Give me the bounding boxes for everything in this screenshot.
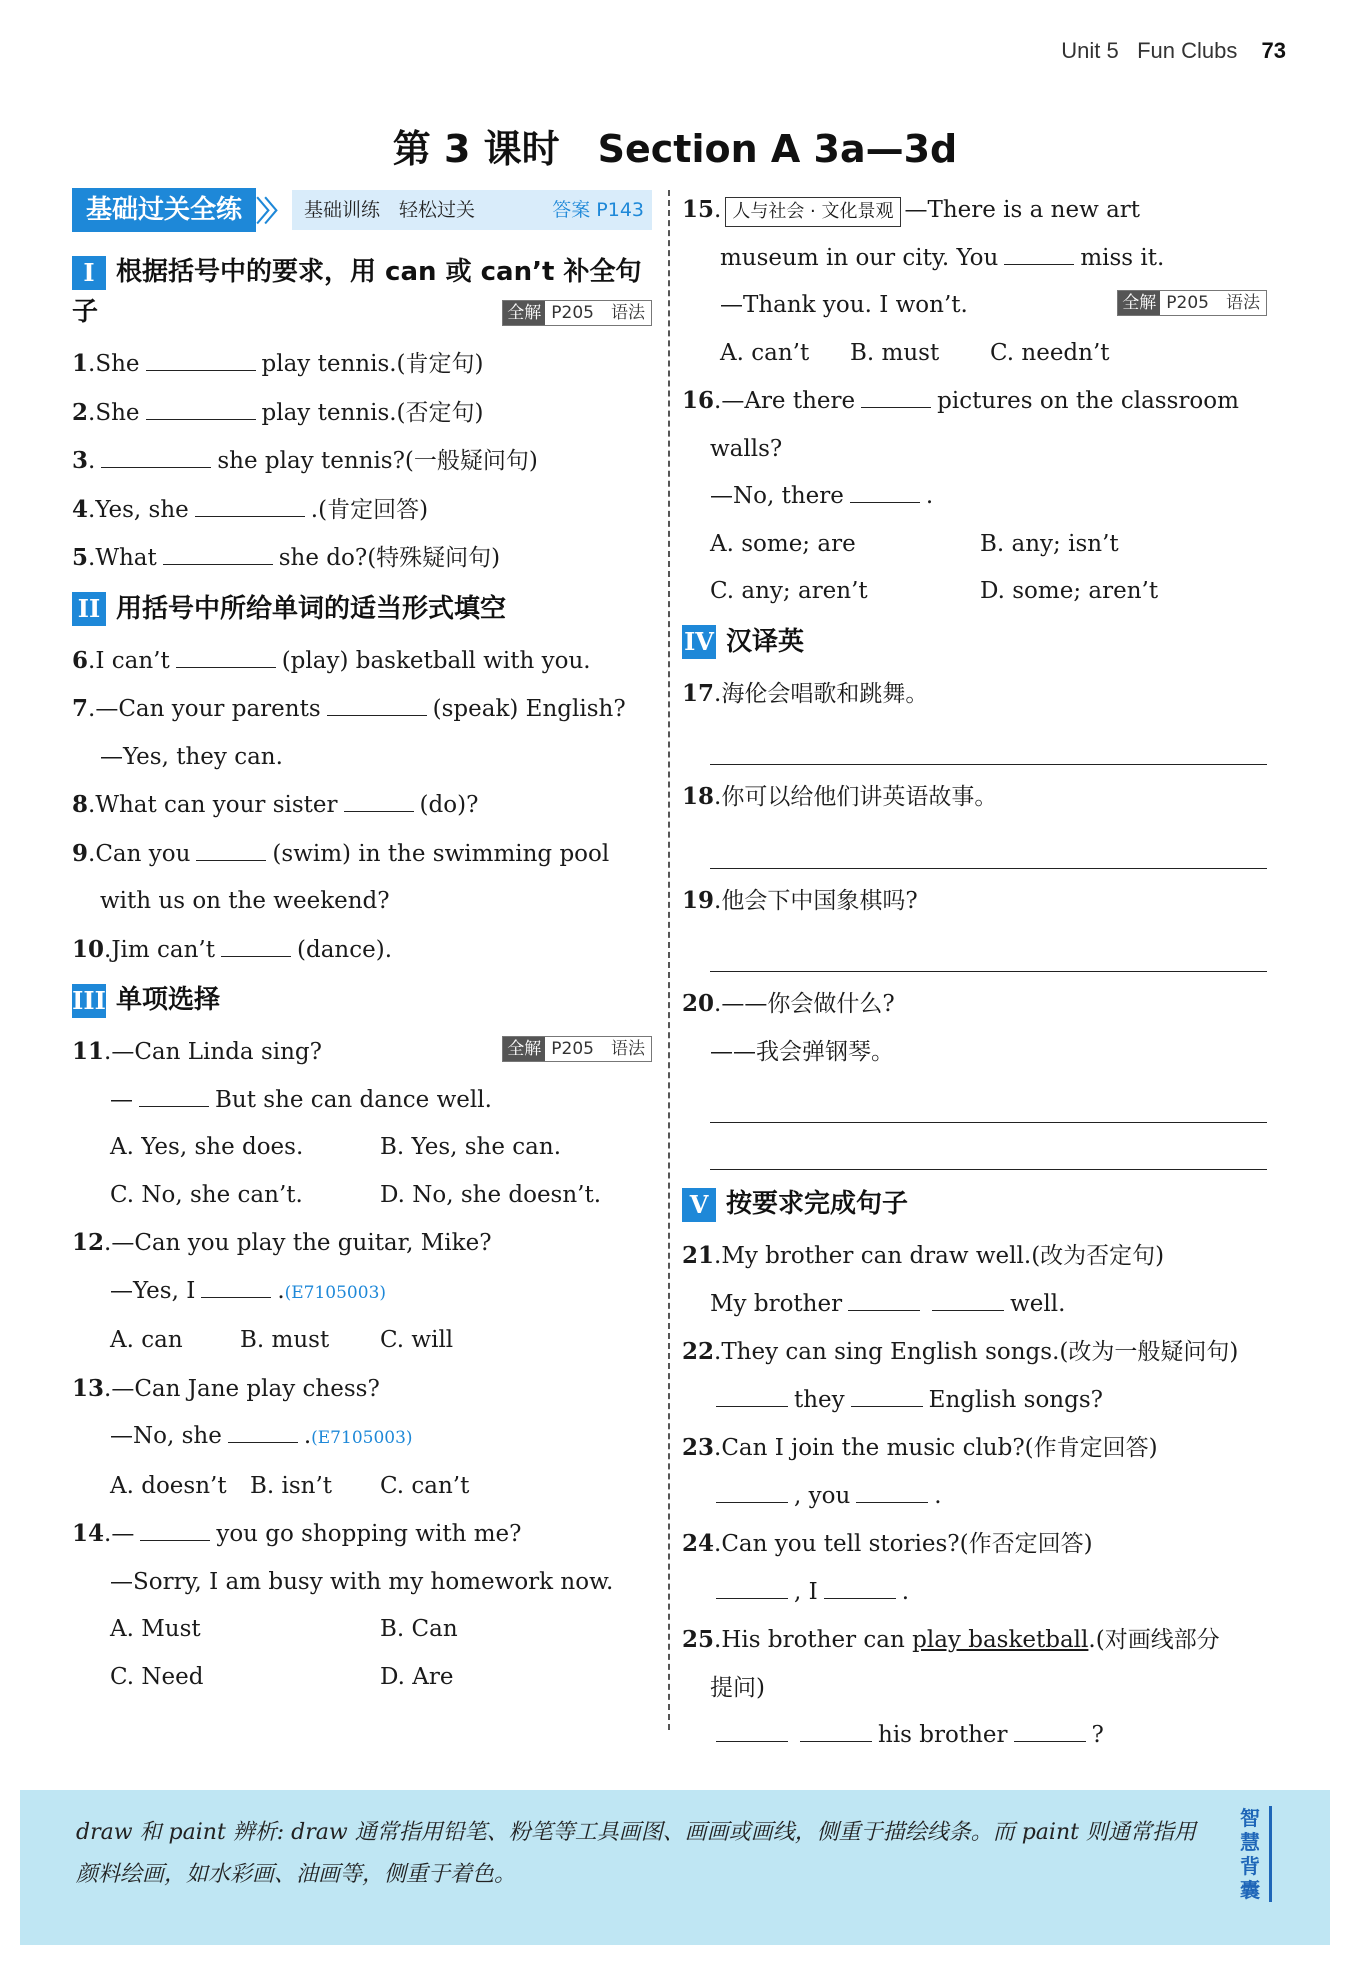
- question-15-reply: —Thank you. I won’t. 全解 P205 语法: [682, 282, 1267, 330]
- section-number: V: [682, 1188, 716, 1222]
- question-16-cont: walls?: [710, 435, 783, 462]
- question-11-options-b: [72, 1172, 652, 1220]
- answer-blank[interactable]: [176, 641, 276, 668]
- question-2: 2.She play tennis.(否定句): [72, 389, 652, 438]
- left-column: [72, 186, 652, 1701]
- option-a[interactable]: A. Must: [110, 1616, 201, 1642]
- tip-text: draw 和 paint 辨析: draw 通常指用铅笔、粉笔等工具画图、画画或画线，侧重于描绘线条。而 paint 则通常指用颜料绘画，如水彩画、油画等，侧重于着色。: [76, 1820, 1196, 1887]
- section-title: 用括号中所给单词的适当形式填空: [116, 593, 507, 624]
- option-c[interactable]: C. any; aren’t: [710, 578, 868, 604]
- answer-blank[interactable]: [850, 476, 920, 503]
- question-19: 19.他会下中国象棋吗?: [682, 886, 918, 914]
- column-divider: [668, 190, 670, 1730]
- answer-blank[interactable]: [221, 930, 291, 957]
- option-d[interactable]: D. some; aren’t: [980, 578, 1159, 604]
- answer-blank[interactable]: [848, 1284, 920, 1311]
- option-b[interactable]: B. Yes, she can.: [380, 1134, 562, 1160]
- answer-line[interactable]: [710, 718, 1267, 765]
- right-column: [682, 186, 1267, 1760]
- tip-side-label: 智慧背囊: [1235, 1806, 1272, 1902]
- option-a[interactable]: A. can’t: [720, 339, 810, 366]
- section-heading-3: [72, 980, 652, 1020]
- option-b[interactable]: B. must: [240, 1327, 330, 1353]
- section-heading-5: [682, 1184, 1267, 1224]
- section-banner: [72, 186, 652, 234]
- question-23-answer: , you .: [682, 1473, 1267, 1521]
- question-18: 18.你可以给他们讲英语故事。: [682, 783, 998, 810]
- question-24: 24.Can you tell stories?(作否定回答): [682, 1530, 1093, 1557]
- option-c[interactable]: C. can’t: [380, 1472, 470, 1499]
- section-title: 单项选择: [116, 985, 221, 1015]
- section-heading-1: [72, 252, 652, 332]
- page-number: 73: [1261, 38, 1286, 63]
- answer-blank[interactable]: [716, 1476, 788, 1503]
- section-number: II: [72, 592, 106, 626]
- answer-blank[interactable]: [146, 344, 256, 371]
- answer-blank[interactable]: [856, 1476, 928, 1503]
- answer-blank[interactable]: [228, 1416, 298, 1443]
- answer-blank[interactable]: [716, 1715, 788, 1742]
- reference-tag: 全解 P205 语法: [502, 1036, 652, 1062]
- answer-line[interactable]: [710, 1123, 1267, 1170]
- question-7: 7.—Can your parents (speak) English?: [72, 685, 652, 734]
- option-a[interactable]: A. some; are: [710, 530, 856, 557]
- question-code: (E7105003): [311, 1428, 413, 1448]
- section-number: IV: [682, 625, 716, 659]
- question-23: 23.Can I join the music club?(作肯定回答): [682, 1434, 1158, 1461]
- question-22-answer: they English songs?: [682, 1377, 1267, 1425]
- answer-blank[interactable]: [851, 1380, 923, 1407]
- question-20: 20.——你会做什么?: [682, 990, 895, 1017]
- question-11: 11.—Can Linda sing? 全解 P205 语法: [72, 1028, 652, 1077]
- lesson-title: 第 3 课时 Section A 3a—3d: [392, 127, 958, 171]
- question-11-options-a: [72, 1124, 652, 1172]
- question-3: 3. she play tennis?(一般疑问句): [72, 437, 652, 486]
- question-12-options: [72, 1317, 652, 1365]
- reference-tag: 全解 P205 语法: [502, 300, 652, 326]
- section-title: 按要求完成句子: [726, 1189, 909, 1219]
- section-heading-4: [682, 622, 1267, 662]
- unit-title: Fun Clubs: [1137, 38, 1238, 63]
- answer-line[interactable]: [710, 822, 1267, 869]
- question-24-answer: , I .: [682, 1569, 1267, 1617]
- question-9: 9.Can you (swim) in the swimming pool: [72, 830, 652, 879]
- answer-blank[interactable]: [327, 689, 427, 716]
- answer-blank[interactable]: [1014, 1715, 1086, 1742]
- answer-blank[interactable]: [139, 1080, 209, 1107]
- option-a[interactable]: A. can: [110, 1327, 183, 1353]
- question-17: 17.海伦会唱歌和跳舞。: [682, 679, 929, 707]
- answer-blank[interactable]: [196, 834, 266, 861]
- chevron-icon: 〉〉: [256, 195, 287, 228]
- answer-line[interactable]: [710, 925, 1267, 972]
- option-b[interactable]: B. any; isn’t: [980, 530, 1119, 557]
- answer-blank[interactable]: [146, 393, 256, 420]
- question-9-cont: with us on the weekend?: [100, 888, 390, 914]
- question-13-reply: —No, she .(E7105003): [72, 1413, 652, 1463]
- question-22: 22.They can sing English songs.(改为一般疑问句): [682, 1338, 1239, 1365]
- question-15-cont: museum in our city. You miss it.: [682, 235, 1267, 283]
- question-10: 10.Jim can’t (dance).: [72, 926, 652, 975]
- banner-answer: 答案 P143: [552, 199, 644, 221]
- banner-sub: [292, 190, 652, 230]
- section-title: 根据括号中的要求，用 can 或 can’t 补全句子: [72, 257, 642, 327]
- question-16-options-b: [682, 568, 1267, 616]
- answer-blank[interactable]: [201, 1271, 271, 1298]
- question-1: 1.She play tennis.(肯定句): [72, 340, 652, 389]
- reference-tag: 全解 P205 语法: [1117, 290, 1267, 316]
- answer-blank[interactable]: [716, 1572, 788, 1599]
- answer-blank[interactable]: [800, 1715, 872, 1742]
- question-25: 25.His brother can play basketball.(对画线部分: [682, 1626, 1220, 1653]
- unit-label: Unit 5: [1061, 38, 1119, 63]
- option-c[interactable]: C. Need: [110, 1663, 204, 1690]
- section-number: III: [72, 984, 106, 1018]
- answer-blank[interactable]: [195, 490, 305, 517]
- option-c[interactable]: C. needn’t: [990, 339, 1110, 366]
- question-6: 6.I can’t (play) basketball with you.: [72, 637, 652, 686]
- banner-main: 基础过关全练: [72, 188, 256, 232]
- question-14-reply: —Sorry, I am busy with my homework now.: [110, 1568, 614, 1595]
- answer-blank[interactable]: [716, 1380, 788, 1407]
- question-20-cont: ——我会弹钢琴。: [710, 1038, 894, 1065]
- question-15-options: [682, 330, 1267, 378]
- question-12-reply: —Yes, I .(E7105003): [72, 1268, 652, 1318]
- option-a[interactable]: A. doesn’t: [110, 1472, 227, 1499]
- question-14: 14.— you go shopping with me?: [72, 1510, 652, 1559]
- question-12: 12.—Can you play the guitar, Mike?: [72, 1229, 492, 1256]
- question-25-cont: 提问): [710, 1674, 765, 1701]
- question-5: 5.What she do?(特殊疑问句): [72, 534, 652, 583]
- option-d[interactable]: D. Are: [380, 1663, 454, 1690]
- answer-blank[interactable]: [344, 785, 414, 812]
- question-13: 13.—Can Jane play chess?: [72, 1374, 380, 1402]
- question-16-reply: —No, there .: [682, 473, 1267, 521]
- answer-blank[interactable]: [1004, 238, 1074, 265]
- question-4: 4.Yes, she .(肯定回答): [72, 486, 652, 535]
- underlined-phrase: play basketball: [912, 1627, 1089, 1653]
- question-21: 21.My brother can draw well.(改为否定句): [682, 1242, 1165, 1269]
- section-number: I: [72, 256, 106, 290]
- question-14-options-b: [72, 1654, 652, 1702]
- section-heading-2: [72, 589, 652, 629]
- option-b[interactable]: B. Can: [380, 1616, 458, 1642]
- question-7-reply: —Yes, they can.: [100, 743, 283, 770]
- answer-blank[interactable]: [140, 1514, 210, 1541]
- question-16: 16.—Are there pictures on the classroom: [682, 377, 1267, 426]
- question-25-answer: his brother ?: [682, 1712, 1267, 1760]
- question-16-options-a: [682, 521, 1267, 569]
- question-13-options: [72, 1463, 652, 1511]
- page-header: [1061, 38, 1286, 64]
- option-c[interactable]: C. will: [380, 1327, 454, 1353]
- answer-blank[interactable]: [163, 538, 273, 565]
- banner-sub-text: 基础训练 轻松过关: [304, 199, 476, 221]
- question-code: (E7105003): [284, 1282, 387, 1303]
- answer-blank[interactable]: [824, 1572, 896, 1599]
- section-title: 汉译英: [726, 626, 805, 657]
- question-15: 15. 人与社会 · 文化景观 —There is a new art: [682, 186, 1267, 235]
- question-21-answer: My brother well.: [682, 1281, 1267, 1329]
- question-14-options-a: [72, 1606, 652, 1654]
- question-11-reply: — But she can dance well.: [72, 1077, 652, 1125]
- answer-line[interactable]: [710, 1076, 1267, 1123]
- option-c[interactable]: C. No, she can’t.: [110, 1181, 303, 1208]
- option-d[interactable]: D. No, she doesn’t.: [380, 1181, 602, 1208]
- question-8: 8.What can your sister (do)?: [72, 781, 652, 830]
- option-a[interactable]: A. Yes, she does.: [110, 1134, 304, 1160]
- answer-blank[interactable]: [932, 1284, 1004, 1311]
- tip-footer: [20, 1790, 1330, 1945]
- option-b[interactable]: B. isn’t: [250, 1472, 333, 1499]
- answer-blank[interactable]: [861, 381, 931, 408]
- topic-tag: 人与社会 · 文化景观: [725, 197, 900, 227]
- answer-blank[interactable]: [101, 441, 211, 468]
- option-b[interactable]: B. must: [850, 339, 940, 366]
